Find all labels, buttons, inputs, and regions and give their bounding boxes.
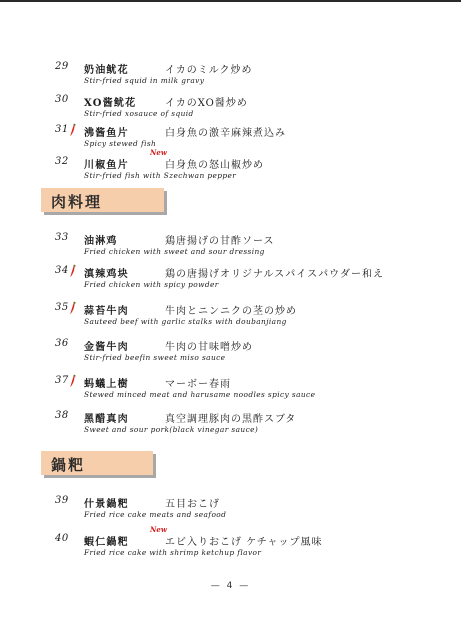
item-english-name: Fried chicken with spicy powder: [84, 280, 219, 289]
item-japanese-name: 真空調理豚肉の黒酢スブタ: [165, 414, 297, 425]
item-chinese-name: 川椒鱼片: [84, 160, 129, 171]
chili-icon: [69, 264, 77, 278]
chili-icon: [69, 374, 77, 388]
item-japanese-name: 五目おこげ: [165, 499, 220, 510]
item-english-name: Stir-fried beefin sweet miso sauce: [84, 353, 226, 362]
item-english-name: Fried chicken with sweet and sour dressing: [84, 247, 265, 256]
item-english-name: Spicy stewed fish: [84, 139, 157, 148]
item-japanese-name: 白身魚の怒山椒炒め: [165, 160, 264, 171]
item-number: 40: [55, 533, 69, 544]
item-japanese-name: 鶏唐揚げの甘酢ソース: [165, 236, 275, 247]
item-number: 29: [55, 61, 69, 72]
new-badge: New: [150, 525, 167, 534]
menu-item: [0, 375, 461, 409]
item-chinese-name: 蚂蟻上樹: [84, 379, 129, 390]
item-number: 37: [55, 375, 69, 386]
item-chinese-name: 什景鍋粑: [84, 499, 129, 510]
item-number: 31: [55, 124, 69, 135]
item-english-name: Stir-fried xosauce of squid: [84, 109, 194, 118]
menu-item: [0, 495, 461, 529]
item-japanese-name: イカのミルク炒め: [165, 65, 253, 76]
item-english-name: Stir-fried squid in milk gravy: [84, 76, 205, 85]
item-japanese-name: イカのXO醤炒め: [165, 98, 248, 109]
menu-item: [0, 302, 461, 336]
item-chinese-name: 滇辣鸡块: [84, 269, 129, 280]
item-japanese-name: 鶏の唐揚げオリジナルスパイスパウダー和え: [165, 269, 384, 280]
menu-item: [0, 265, 461, 299]
item-number: 35: [55, 302, 69, 313]
menu-item: [0, 124, 461, 158]
item-chinese-name: 蒜苔牛肉: [84, 306, 129, 317]
item-chinese-name: 油淋鸡: [84, 236, 118, 247]
chili-icon: [69, 301, 77, 315]
item-japanese-name: エビ入りおこげ ケチャップ風味: [165, 537, 323, 548]
section-title: 鍋粑: [51, 456, 86, 474]
item-english-name: Stewed minced meat and harusame noodles spicy sauce: [84, 390, 316, 399]
item-chinese-name: 黑醋真肉: [84, 414, 129, 425]
item-english-name: Fried rice cake meats and seafood: [84, 510, 227, 519]
item-number: 33: [55, 232, 69, 243]
item-number: 30: [55, 94, 69, 105]
item-japanese-name: 白身魚の激辛麻辣煮込み: [165, 128, 286, 139]
menu-item: [0, 525, 461, 567]
item-japanese-name: 牛肉の甘味噌炒め: [165, 342, 253, 353]
menu-item: [0, 148, 461, 190]
item-number: 36: [55, 338, 69, 349]
item-chinese-name: XO酱鱿花: [84, 98, 137, 109]
item-number: 39: [55, 495, 69, 506]
page-number: — 4 —: [210, 581, 251, 591]
item-english-name: Sauteed beef with garlic stalks with doubanjiang: [84, 317, 287, 326]
item-number: 34: [55, 265, 69, 276]
item-japanese-name: 牛肉とニンニクの茎の炒め: [165, 306, 297, 317]
section-header-meat: [41, 188, 164, 212]
item-chinese-name: 金酱牛肉: [84, 342, 129, 353]
item-number: 32: [55, 156, 69, 167]
menu-item: [0, 410, 461, 444]
section-header-rice-cake: [41, 451, 153, 475]
item-number: 38: [55, 410, 69, 421]
item-chinese-name: 沸酱鱼片: [84, 128, 129, 139]
item-chinese-name: 蝦仁鍋粑: [84, 537, 129, 548]
item-english-name: Stir-fried fish with Szechwan pepper: [84, 171, 237, 180]
item-english-name: Sweet and sour pork(black vinegar sauce): [84, 425, 259, 434]
section-title: 肉料理: [51, 193, 103, 211]
menu-item: [0, 61, 461, 95]
menu-item: [0, 338, 461, 372]
menu-item: [0, 232, 461, 266]
item-japanese-name: マーボー春雨: [165, 379, 231, 390]
new-badge: New: [150, 148, 167, 157]
chili-icon: [69, 123, 77, 137]
item-english-name: Fried rice cake with shrimp ketchup flavor: [84, 548, 262, 557]
item-chinese-name: 奶油鱿花: [84, 65, 129, 76]
